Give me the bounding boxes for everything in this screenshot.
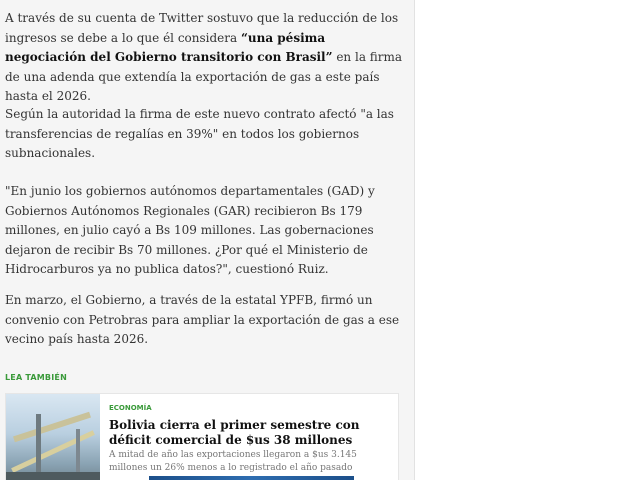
paragraph-1-quote: “una pésima negociación del Gobierno transitorio con Brasil” bbox=[5, 30, 333, 64]
related-article-card[interactable] bbox=[5, 393, 399, 480]
related-article-thumbnail[interactable] bbox=[6, 394, 100, 480]
related-section-heading: LEA TAMBIÉN bbox=[5, 373, 67, 382]
paragraph-1-intro: A través de su cuenta de Twitter sostuvo que la reducción de los ingresos se debe a lo que él considera bbox=[5, 11, 399, 45]
article-paragraph-3: "En junio los gobiernos autónomos departamentales (GAD) y Gobiernos Autónomos Regionales (GAR) recibieron Bs 179 millones, en julio cayó a Bs 109 millones. Las gobernaciones dejaron de recibir Bs 70 millones. ¿Por qué el Ministerio de Hidrocarburos ya no publica datos?", cuestionó Ruiz. bbox=[5, 184, 375, 276]
related-article-title[interactable]: Bolivia cierra el primer semestre con déficit comercial de $us 38 millones bbox=[109, 418, 360, 447]
thumbnail-post bbox=[36, 414, 41, 480]
right-sidebar bbox=[415, 0, 640, 480]
article-paragraph-2: Según la autoridad la firma de este nuevo contrato afectó "a las transferencias de regalías en 39%" en todos los gobiernos subnacionales. bbox=[5, 107, 394, 160]
embedded-ad-banner[interactable] bbox=[149, 476, 354, 480]
article-paragraph-1 bbox=[5, 9, 405, 107]
paragraph-1-outro: en la firma de una adenda que extendía la exportación de gas a este país hasta el 2026. bbox=[5, 50, 403, 103]
thumbnail-ground bbox=[6, 472, 100, 480]
related-article-category[interactable]: ECONOMÍA bbox=[109, 404, 152, 412]
related-article-description: A mitad de año las exportaciones llegaron a $us 3.145 millones un 26% menos a lo registrado el año pasado bbox=[109, 450, 357, 473]
article-paragraph-4: En marzo, el Gobierno, a través de la estatal YPFB, firmó un convenio con Petrobras para ampliar la exportación de gas a ese vecino país hasta 2026. bbox=[5, 293, 400, 346]
